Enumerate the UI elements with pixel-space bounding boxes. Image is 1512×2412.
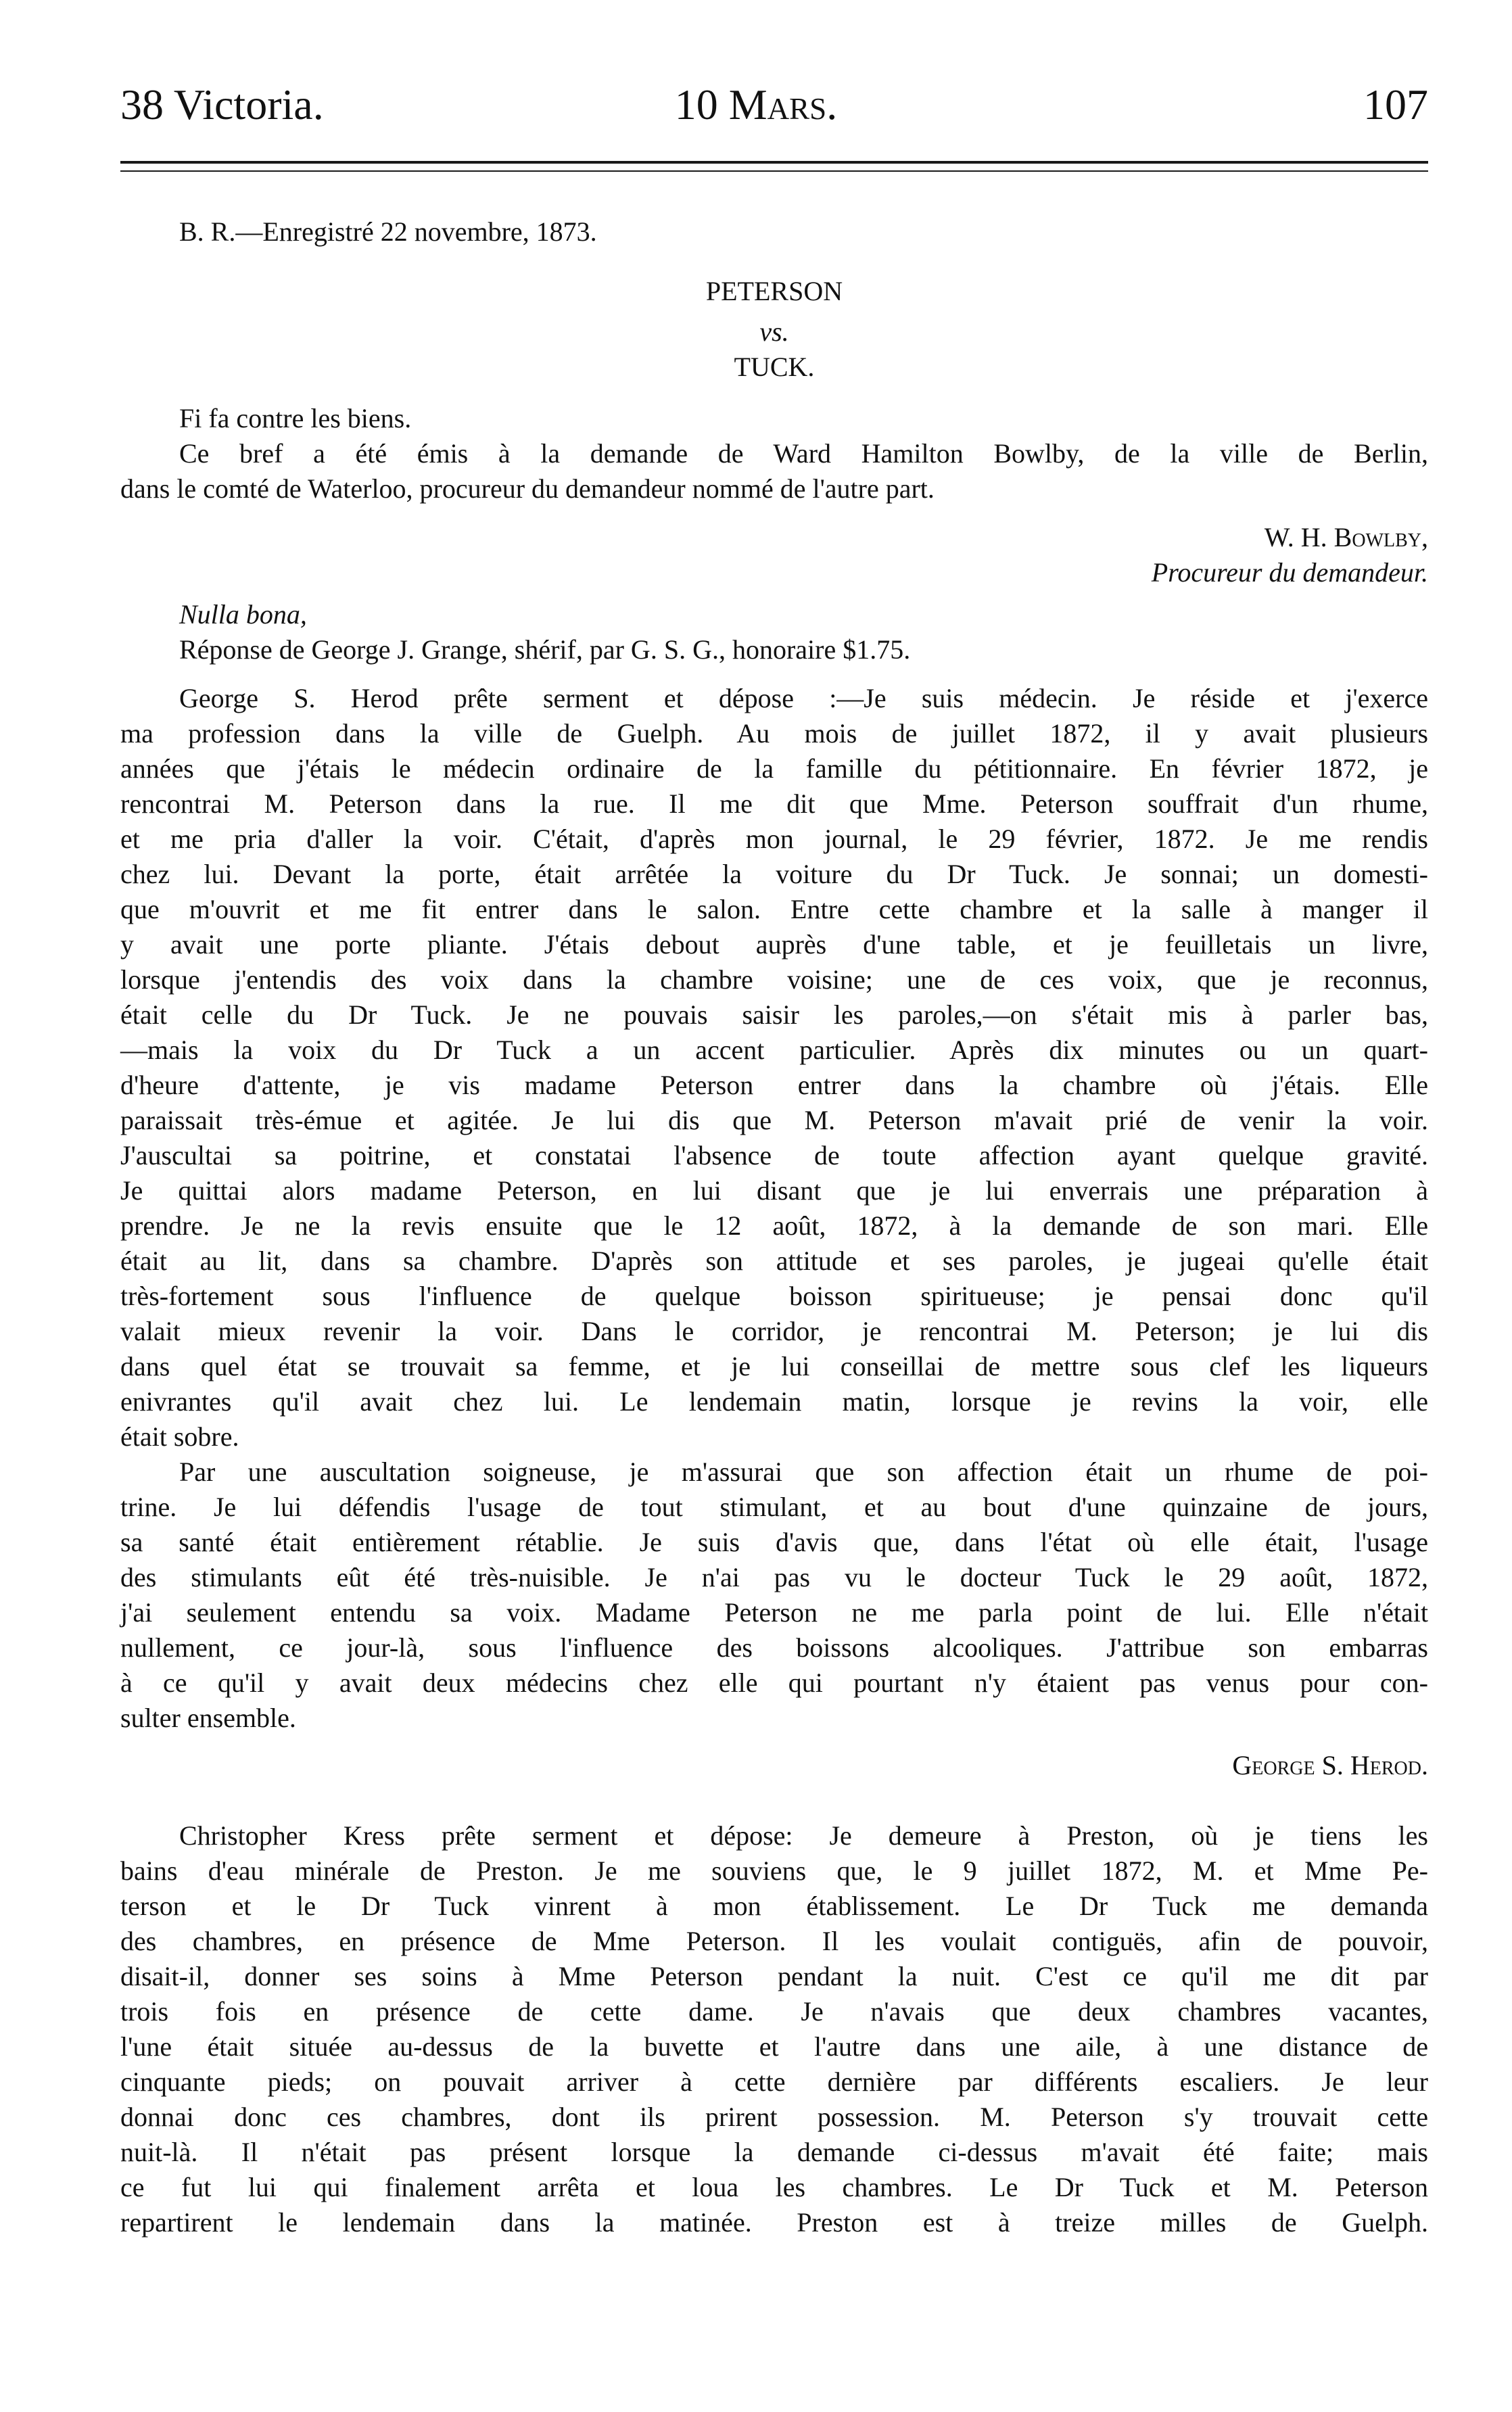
- deposition-line: lorsque j'entendis des voix dans la chambre voisine; une de ces voix, que je reconnus,: [120, 964, 1428, 995]
- deposition-line: à ce qu'il y avait deux médecins chez elle qui pourtant n'y étaient pas venus pour con-: [120, 1668, 1428, 1698]
- deposition-line: rencontrai M. Peterson dans la rue. Il me dit que Mme. Peterson souffrait d'un rhume,: [120, 788, 1428, 819]
- deposition-line: ma profession dans la ville de Guelph. Au mois de juillet 1872, il y avait plusieurs: [120, 718, 1428, 749]
- deposition-line: chez lui. Devant la porte, était arrêtée la voiture du Dr Tuck. Je sonnai; un domesti-: [120, 859, 1428, 889]
- page-number: 107: [1363, 80, 1428, 128]
- return-line: Réponse de George J. Grange, shérif, par G. S. G., honoraire $1.75.: [179, 634, 911, 665]
- deposition-line: —mais la voix du Dr Tuck a un accent particulier. Après dix minutes ou un quart-: [120, 1035, 1428, 1065]
- deposition-line: disait-il, donner ses soins à Mme Peterson pendant la nuit. C'est ce qu'il me dit par: [120, 1961, 1428, 1991]
- running-head-center: 10 Mars.: [674, 80, 838, 128]
- deposition-line: Je quittai alors madame Peterson, en lui disant que je lui enverrais une préparation à: [120, 1175, 1428, 1206]
- registration-line: B. R.—Enregistré 22 novembre, 1873.: [179, 216, 597, 247]
- deposition-line: y avait une porte pliante. J'étais debout auprès d'une table, et je feuilletais un livre,: [120, 929, 1428, 960]
- deposition-line: George S. Herod prête serment et dépose :—Je suis médecin. Je réside et j'exerce: [179, 683, 1428, 713]
- attorney-title: Procureur du demandeur.: [1151, 557, 1428, 588]
- deposition-line: l'une était située au-dessus de la buvette et l'autre dans une aile, à une distance de: [120, 2031, 1428, 2062]
- deposition-line: sulter ensemble.: [120, 1703, 296, 1733]
- deposition-line: J'auscultai sa poitrine, et constatai l'absence de toute affection ayant quelque gravité.: [120, 1140, 1428, 1170]
- deposition-line: cinquante pieds; on pouvait arriver à cette dernière par différents escaliers. Je leur: [120, 2066, 1428, 2097]
- header-rule: [120, 161, 1428, 164]
- deposition-line: donnai donc ces chambres, dont ils prirent possession. M. Peterson s'y trouvait cette: [120, 2102, 1428, 2132]
- deposition-line: nuit-là. Il n'était pas présent lorsque la demande ci-dessus m'avait été faite; mais: [120, 2137, 1428, 2167]
- deposition-line: Christopher Kress prête serment et dépose: Je demeure à Preston, où je tiens les: [179, 1820, 1428, 1851]
- deposition-line: terson et le Dr Tuck vinrent à mon établissement. Le Dr Tuck me demanda: [120, 1891, 1428, 1921]
- return-label: Nulla bona,: [179, 599, 307, 630]
- deposition-line: d'heure d'attente, je vis madame Peterson entrer dans la chambre où j'étais. Elle: [120, 1070, 1428, 1100]
- deposition-line: que m'ouvrit et me fit entrer dans le salon. Entre cette chambre et la salle à manger il: [120, 894, 1428, 924]
- deposition-line: très-fortement sous l'influence de quelque boisson spiritueuse; je pensai donc qu'il: [120, 1281, 1428, 1311]
- case-plaintiff: PETERSON: [705, 276, 843, 306]
- deposition-line: repartirent le lendemain dans la matinée. Preston est à treize milles de Guelph.: [120, 2207, 1428, 2238]
- deposition-line: années que j'étais le médecin ordinaire de la famille du pétitionnaire. En février 1872, je: [120, 753, 1428, 784]
- deposition-line: prendre. Je ne la revis ensuite que le 12 août, 1872, à la demande de son mari. Elle: [120, 1210, 1428, 1241]
- deposition-line: des stimulants eût été très-nuisible. Je n'ai pas vu le docteur Tuck le 29 août, 1872,: [120, 1562, 1428, 1592]
- deposition-line: trois fois en présence de cette dame. Je n'avais que deux chambres vacantes,: [120, 1996, 1428, 2027]
- deposition-line: ce fut lui qui finalement arrêta et loua les chambres. Le Dr Tuck et M. Peterson: [120, 2172, 1428, 2202]
- deposition-line: nullement, ce jour-là, sous l'influence des boissons alcooliques. J'attribue son embarras: [120, 1632, 1428, 1663]
- writ-body-line: Ce bref a été émis à la demande de Ward Hamilton Bowlby, de la ville de Berlin,: [179, 438, 1428, 469]
- deposition-line: j'ai seulement entendu sa voix. Madame Peterson ne me parla point de lui. Elle n'était: [120, 1597, 1428, 1628]
- deposition-line: valait mieux revenir la voir. Dans le corridor, je rencontrai M. Peterson; je lui dis: [120, 1316, 1428, 1346]
- case-versus: vs.: [759, 316, 789, 347]
- deposition-line: et me pria d'aller la voir. C'était, d'après mon journal, le 29 février, 1872. Je me rendis: [120, 824, 1428, 854]
- witness-signature: George S. Herod.: [1232, 1750, 1428, 1780]
- writ-body-line: dans le comté de Waterloo, procureur du demandeur nommé de l'autre part.: [120, 473, 935, 504]
- deposition-line: bains d'eau minérale de Preston. Je me souviens que, le 9 juillet 1872, M. et Mme Pe-: [120, 1855, 1428, 1886]
- deposition-line: enivrantes qu'il avait chez lui. Le lendemain matin, lorsque je revins la voir, elle: [120, 1386, 1428, 1417]
- running-head-left: 38 Victoria.: [120, 80, 324, 128]
- case-defendant: TUCK.: [734, 352, 815, 382]
- deposition-line: des chambres, en présence de Mme Peterson. Il les voulait contiguës, afin de pouvoir,: [120, 1926, 1428, 1956]
- deposition-line: était celle du Dr Tuck. Je ne pouvais saisir les paroles,—on s'était mis à parler bas,: [120, 999, 1428, 1030]
- header-rule-thin: [120, 170, 1428, 172]
- deposition-line: était sobre.: [120, 1421, 239, 1452]
- writ-line: Fi fa contre les biens.: [179, 403, 412, 433]
- deposition-line: était au lit, dans sa chambre. D'après son attitude et ses paroles, je jugeai qu'elle était: [120, 1246, 1428, 1276]
- deposition-line: sa santé était entièrement rétablie. Je suis d'avis que, dans l'état où elle était, l'usage: [120, 1527, 1428, 1557]
- attorney-signature: W. H. Bowlby,: [1264, 522, 1428, 552]
- deposition-line: trine. Je lui défendis l'usage de tout stimulant, et au bout d'une quinzaine de jours,: [120, 1492, 1428, 1522]
- deposition-line: dans quel état se trouvait sa femme, et je lui conseillai de mettre sous clef les liqueurs: [120, 1351, 1428, 1381]
- deposition-line: paraissait très-émue et agitée. Je lui dis que M. Peterson m'avait prié de venir la voir.: [120, 1105, 1428, 1135]
- deposition-line: Par une auscultation soigneuse, je m'assurai que son affection était un rhume de poi-: [179, 1457, 1428, 1487]
